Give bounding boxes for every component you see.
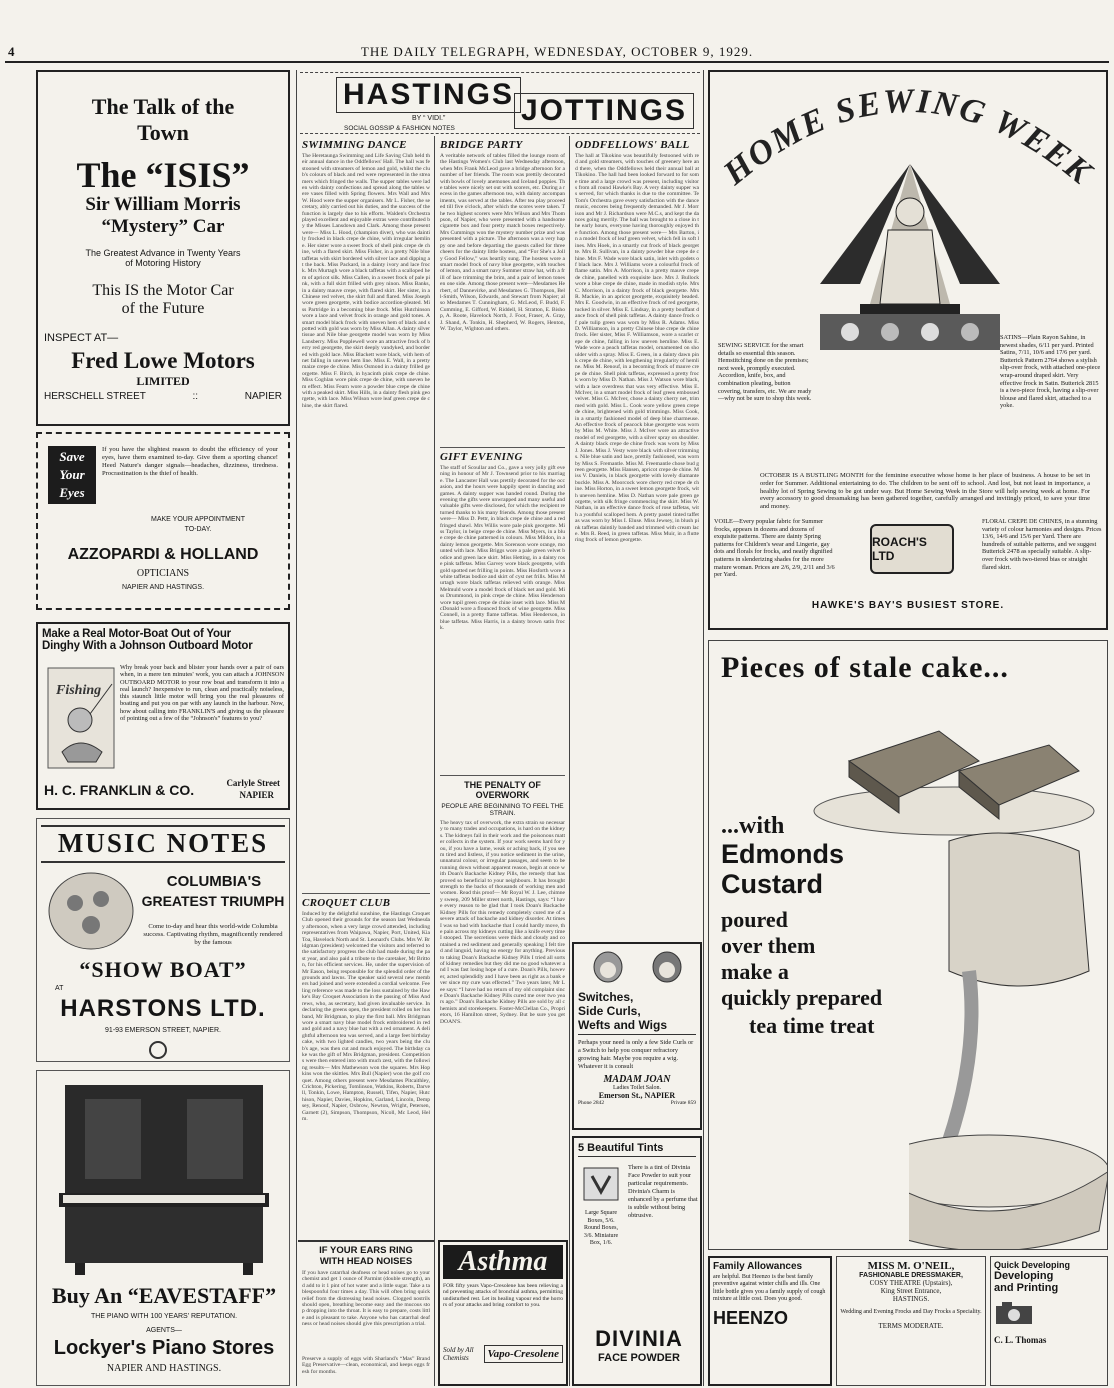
custard-l3: Custard <box>721 869 824 899</box>
oneil-name: MISS M. O'NEIL, <box>867 1260 955 1272</box>
sewing-footer: HAWKE'S BAY'S BUSIEST STORE. <box>811 600 1005 611</box>
isis-ad <box>36 70 290 426</box>
custard-l5: over them <box>721 933 816 958</box>
badge-save: Save <box>59 449 85 464</box>
isis-limited: LIMITED <box>136 374 190 388</box>
masthead-title: THE DAILY TELEGRAPH, WEDNESDAY, OCTOBER 9, 1929. <box>360 44 754 59</box>
rule-2 <box>434 136 435 1386</box>
wigs-ad <box>572 942 702 1130</box>
asthma-title: Asthma <box>443 1245 563 1279</box>
oneil-addr2: King Street Entrance, <box>880 1287 942 1295</box>
piano-agents: AGENTS— <box>146 1327 182 1334</box>
harstons-head1: COLUMBIA'S <box>166 873 262 890</box>
bridge-party-text: A veritable network of tables filled the lounge room of the Hastings Women's Club last Wednesday afternoon, when Mrs Frank McLeod gave a bridge afternoon for a number of her friends. The room was prettily decorated with bowls of lovely anemones and Iceland poppies. The tables were nicely set out with scorers, etc. During a recess in the games afternoon tea, with dainty accompaniments, was served at the tables. After tea play proceeded till five o'clock, after which the scores were taken. The two highest scorers were Mrs Wilson and Mrs Thompson, of Napier, who were presented with a handsome cigarette box and four pretty match boxes respectively. Mrs Cummings won the mystery number prize and was presented with a picture. The afternoon was a very happy one and before departing the guests called for three cheers for the dainty little hostess, and “For She's a Jolly Good Fellow,” was heartily sung. The hostess wore a smart model frock of navy blue georgette, with touches of lemon, and a smart navy Summer straw hat, with a frill of lace trimming the brim, and a pair of lemon tones en one side. Among those present were—Mesdames Herbert, of Dannevirke, and Mesdames G. Thompson, Bell-Smith, Wilson, Edwards, and Stewart from Napier; also Mesdames T. Cunningham, G. McLeod, F. Budd, F. Cumming, E. Gifford, W. Riddell, H. Stratton, E. Bishop, A. Roote, Havelock North, J. Foot, Fraser, A. Gray, J. Shand, A. Tonkin, H. Shepherd, W. Rogers, Henton, W. Taylor, Wighton and others. <box>440 153 565 332</box>
isis-sep: :: <box>192 391 199 402</box>
oneil-line: Wedding and Evening Frocks and Day Frocks a Speciality. <box>840 1309 982 1315</box>
croquet-club-text: Induced by the delightful sunshine, the Hastings Croquet Club opened their grounds for the season last Wednesday afternoon, when a very large crowd attended, including representatives from Waipawa, Napier, Port, United, Kia Toa, Havelock North and St. Leonard's Clubs. Mrs W. Bridgman (president) welcomed the visitors and referred to the satisfactory progress the club had made during the past year, and also paid a tribute to the caretaker, Mr Britton, for his efficient services. He, under the supervision of Mr Eason, being responsible for the splendid order of the grounds and lawns. The speaker said several new members had joined and were extended a cordial welcome. Feeling reference was made to the loss sustained by the Hawke's Bay Croquet Association in the passing of Miss Andrews, who, as secretary, had given invaluable service. In declaring the greens open, the president rolled on her husband, Mr Bridgman, to play the first ball. Mrs Bridgman wore a smart navy blue model frock embroidered in red and gold and a navy blue hat with a red ornament. A delightful afternoon tea was served, and a large feet birthday cake, with two lighted candles, two years being the club's age, was then cut and much enjoyed. The birthday cake was the gift of Mrs Bridgman, president. Competitions were then entered into with much zest, with the following results— Mrs Mathewson won the squares. Mrs Hopkins won the skittles. Mrs Bull (Napier) won the golf croquet. Among others present were Mesdames Pitcaithley, Crichton, Pickering, Tomlinson, Watkins, Roberts, Darvell, Tonkin, Lowe, Hampton, Russell, Tifen, Napier, Hutchison, Napier, Davies, Hopkins, Garland, Lincoln, Dempsey, Renouf, Napier, Oxbrow, Newton, Wright, Petersen, Garnett (2), Simpson, Thompson, Nicoll, Mc Leod, Helm. <box>302 911 430 1122</box>
hastings-header <box>300 72 700 134</box>
custard-l8: tea time treat <box>749 1013 875 1038</box>
badge-eyes: Eyes <box>59 485 85 500</box>
music-notes-banner: MUSIC NOTES <box>41 825 285 863</box>
gift-evening-text: The staff of Scoullar and Co., gave a very jolly gift evening in honour of Mr J. Townsend prior to his marriage. The Lancaster Hall was prettily decorated for the occasion, and the hours were happily spent in dancing and games. A dainty supper was handed round. During the evening the gifts were unwrapped and many useful and valuable gifts were disclosed, for which the recipient returned thanks to his many friends. Among those present were— Miss D. Pettr, in black crepe de chine and a red fringed shawl. Mrs Willis wore pale pink georgette. Miss Taylor, in beige crepe de chine. Miss Myers, in a blue crepe de chine patterned in colours. Miss Mildon, in a dainty lemon georgette. Mrs Sorenson wore orange, mounted with lace. Miss Briggs wore a pale green velvet bodice and green lace skirt. Miss Hetting, in a dainty rose pink taffetas. Miss Garvey wore black georgette, with gold spotted net frilling in points. Miss Hosforth wore a white taffetas bodice and skirt of cyst net frills. Miss Murtagh wore black taffetas relieved with orange. Miss Melmuld wore a model frock of black net and gold. Miss Drummond, in pink crepe de chine. Miss Henderson wore tupil green crepe de chine inset with lace. Miss McDonald wore a flounced frock of wine georgette. Miss Connell, in a pretty flame taffetas. Miss Henderson, in blue taffetas. Miss Harris, in a dainty brown satin frock. <box>440 465 565 632</box>
isis-claim1: This IS the Motor Car <box>92 282 234 299</box>
harstons-firm: HARSTONS LTD. <box>60 995 266 1022</box>
oddfellows-ball-heading: ODDFELLOWS' BALL <box>575 139 690 151</box>
franklin-firm: H. C. FRANKLIN & CO. <box>44 782 195 798</box>
heenzo-body: are helpful. But Heenzo is the best family preventive against winter chills and ills. One little bottle gives you a family supply of cough mixture at little cost. Does you good. <box>713 1274 826 1303</box>
franklin-street: Carlyle Street <box>226 778 280 788</box>
asthma-brand: Vapo-Cresolene <box>484 1345 564 1363</box>
tints-title: 5 Beautiful Tints <box>578 1142 696 1157</box>
rule-3 <box>569 136 570 1386</box>
isis-sub1: Sir William Morris <box>85 194 241 215</box>
isis-line1: The Talk of the <box>91 94 235 119</box>
tints-brand: DIVINIA <box>595 1326 683 1351</box>
opticians-appt2: TO-DAY. <box>184 526 212 533</box>
custard-l6: make a <box>721 959 789 984</box>
badge-your: Your <box>59 467 85 482</box>
isis-town: NAPIER <box>244 391 282 402</box>
opticians-firm: AZZOPARDI & HOLLAND <box>67 546 259 563</box>
roachs-store-badge <box>870 524 954 574</box>
overwork-heading: THE PENALTY OF OVERWORK <box>440 775 565 800</box>
opticians-kind: OPTICIANS <box>136 568 190 579</box>
asthma-sold: Sold by All Chemists <box>443 1346 474 1362</box>
isis-tag1: The Greatest Advance in Twenty Years <box>85 248 241 258</box>
harstons-head2: GREATEST TRIUMPH <box>141 893 285 909</box>
masthead <box>0 0 1114 66</box>
oddfellows-ball-text: The hall at Tikokino was beautifully festooned with red and gold streamers, with touches of greenery here and there, when the Oddfellows held their annual ball at Tikokino. The hall had been looked forward to for some time and a large crowd was present, including visitors from all round Hawke's Bay. A very dainty supper was served, for which thanks is due to the committee. Te Tom's Orchestra gave every satisfaction with the dance music, encores being frequently demanded. Mr J. Morrison and Mr J. Richardson were M.C.s, and kept the dances going merrily. The ball was brought to a close in the early hours, everyone having thoroughly enjoyed the function. Among those present were— Mrs Barton, in a model frock of leaf green velvet, which fell in soft lines. Mrs Hoek, in a smartly cut frock of black georgette. Mrs B. Sullivan, in a dainty powder blue crepe de chine. Mrs F. Wade wore black satin, inlet with godets of black lace. Mrs J. Williams wore a colourful frock of flame satin. Mrs A. Morrison, in a pretty mauve crepe de chine, panelled with exquisite lace. Mrs J. Bullock wore a blue crepe de chine, made in modish style. Mrs C. Morrison, in a dainty frock of black georgette. Mrs R. Mackie, in an apricot georgette, exquisitely beaded. Mrs E. Goodwin, in an effective frock of red georgette, tucked in silver. Miss E. Lindsay, in a pretty bouffant dance frock of shell pink taffetas. A dainty dance frock of pale tulip green was worn by Miss R. Adams. Miss D. Williamson, in a pretty Chinese blue crepe de chine frock. Her sister, Miss F. Williamson, wore a scarlet crepe de chine, falling in low uneven hemline. Miss E. Wade wore a peach taffetas model, ornamented on shoulder with a spray. Miss E. Green, in a dainty dawn pink crepe de chine, with lengthening irregularity of hemline. Miss M. Renouf, in a becoming frock of mauve crepe de chine. Shell pink taffetas, expressed a pretty frock worn by Miss D. Nathan. Miss J. Watson wore black, with a lace overdress that was very effective. Miss E. McIver, in a smart model frock of leaf green embossed velvet. Miss G. McIver, chose a dainty cherry net, trimmed with gold. Miss L. Cook wore yellow green crepe de chine, brightened with gold trimmings. Miss Cook, in a smartly fashioned model of deep blue charmeuse. An effective frock of peacock blue georgette was worn by Miss M. White. Miss J. McIver wore an attractive model of red georgette, with a silver spray on shoulder. A dainty black crepe de chine frock was worn by Miss J. Jones. Miss J. Vesty wore black with silver trimmings. Nile blue satin and lace, prettily fashioned, was worn by Miss S. Fremantle. Miss M. Freemantle chose bud green georgette. Miss Hansen, apricot crepe de chine. Miss V. Daniels, in black georgette with lovely diamante buckle. Miss A. Moorcock wore cherry red crepe de chine. Miss Horton, in a sweet lemon georgette frock, with uneven hemline. Miss D. Nathan wore pale green georgette, with silk fringe commencing the skirt. Miss W. Nathan, in an effective dance frock of rose taffetas, with a youthful scalloped hem. A pretty pastel tinted taffetas was worn by Miss I. Eluse. Miss Jewsey, in blush pink taffetas daintily banded and trimmed with cream lace. Mrs R. Reed, in green taffetas. Miss Muir, in a fluttering frock of lemon georgette. <box>575 153 699 544</box>
harstons-addr: 91-93 EMERSON STREET, NAPIER. <box>105 1027 221 1034</box>
hastings-by: BY “ VIDI.” <box>412 115 446 122</box>
save-your-eyes-badge <box>48 446 96 504</box>
franklin-town: NAPIER <box>239 790 274 800</box>
thomas-l3: and Printing <box>994 1282 1059 1294</box>
tints-sizes: Large Square Boxes, 5/6. Round Boxes, 3/6. Miniature Box, 1/6. <box>583 1210 619 1246</box>
sewing-left-text: SEWING SERVICE for the smart details so essential this season. Hemstitching done on the premises; next week, promptly executed. Accordion, knife, box, and combination pleating, button covering, transfers, etc. We are ready—why not be sure to shop this week. <box>718 342 812 403</box>
masthead-rule <box>5 61 1109 63</box>
harstons-body: Come to-day and hear this world-wide Columbia success. Captivating rhythm, magnificently rendered by the famous <box>143 923 283 946</box>
wigs-h2: Side Curls, <box>578 1004 641 1018</box>
tints-body: There is a tint of Divinia Face Powder to suit your particular requirements. Divinia's Charm is enhanced by a perfume that is subtle without being obtrusive. <box>628 1164 698 1219</box>
sewing-voile-text: VOILE—Every popular fabric for Summer frocks, appears in dozens and dozens of exquisite patterns. There are dainty Spring patterns for Children's wear and Lingerie, gay dots and florals for frocks, and neatly dignified patterns in slenderizing shades for the more mature woman. Prices are 2/6, 2/9, 2/11 and 3/6 per Yard. <box>714 518 835 579</box>
custard-l1: ...with <box>721 813 785 839</box>
wigs-salon: Ladies Toilet Salon. <box>613 1085 661 1091</box>
piano-towns: NAPIER AND HASTINGS. <box>106 1363 222 1374</box>
asthma-body: FOR fifty years Vapo-Cresolene has been relieving and preventing attacks of bronchial asthma, permitting undisturbed rest. Let its healing vapour end the horrors of your attacks and bring comfort to you. <box>443 1283 563 1309</box>
opticians-appt1: MAKE YOUR APPOINTMENT <box>151 516 245 523</box>
heenzo-brand: HEENZO <box>713 1307 789 1328</box>
sewing-mid-text: OCTOBER IS A BUSTLING MONTH for the feminine executive whose home is her place of business. A house to be set in order for Summer. Additional entertaining to do. The children to be sent off to school. And lost, but not least in importance, a healthy lot of Spring Sewing to be got under way. But Home Sewing Week in the Store will help sewing week at home. For every accessory to good dressmaking has been gathered together, carefully arranged and invitingly priced, to save your time and money. <box>760 472 1090 511</box>
oneil-addr1: COSY THEATRE (Upstairs), <box>869 1279 953 1287</box>
harstons-ad <box>36 818 290 1062</box>
column-3 <box>571 136 703 936</box>
ears-body: If you have catarrhal deafness or head noises go to your chemist and get 1 ounce of Parmint (double strength), and add to it 1 pint of hot water and a little sugar. Take a tablespoonful four times a day. This will often bring quick relief from the distressing head noises. Clogged nostrils should open, breathing become easy and the mucous stop dropping into the throat. It is easy to prepare, costs little and is pleasant to take. Anyone who has catarrhal deafness or head noises should give this prescription a trial. <box>302 1270 430 1328</box>
sewing-illustration <box>800 164 1020 354</box>
piano-headline: Buy An “EAVESTAFF” <box>51 1283 277 1308</box>
piano-ad <box>36 1070 290 1386</box>
custard-l2: Edmonds <box>721 839 845 869</box>
ears-ad <box>298 1240 434 1386</box>
custard-jug-illustration <box>909 811 1108 1250</box>
page-number: 4 <box>8 44 15 59</box>
wigs-street: Emerson St., NAPIER <box>598 1091 676 1100</box>
piano-store: Lockyer's Piano Stores <box>53 1337 275 1359</box>
sewing-ad <box>708 70 1108 630</box>
sewing-floral-text: FLORAL CREPE DE CHINES, in a stunning variety of colour harmonies and designs. Prices 13/6, 14/6 and 15/6 per Yard. There are hundreds of suitable patterns, and we suggest Butterick 2478 as specially suitable. A slip-over frock with two-tiered bias or straight flared skirt. <box>982 518 1102 571</box>
wigs-body: Perhaps your need is only a few Side Curls or a Switch to help you conquer refractory growing hair. Maybe you require a wig. Whatever it is consult <box>578 1039 694 1070</box>
svg-text:Fishing: Fishing <box>56 683 102 698</box>
isis-sub2: “Mystery” Car <box>101 216 225 237</box>
column-2 <box>436 136 569 1116</box>
hastings-title: HASTINGS <box>336 77 521 113</box>
custard-l4: poured <box>721 907 788 932</box>
powder-box-illustration <box>580 1164 624 1204</box>
column-1 <box>298 136 434 1386</box>
harstons-show: “SHOW BOAT” <box>79 957 247 982</box>
rule-4 <box>703 70 704 1386</box>
hastings-sub: SOCIAL GOSSIP & FASHION NOTES <box>344 125 455 132</box>
isis-inspect: INSPECT AT— <box>44 332 119 344</box>
isis-street: HERSCHELL STREET <box>44 391 146 402</box>
opticians-ad <box>36 432 290 610</box>
oneil-town: HASTINGS. <box>892 1295 930 1303</box>
swimming-dance-text: The Heretaunga Swimming and Life Saving Club held their annual dance in the Oddfellows' Hall. The hall was festooned with streamers of lemon and gold, whilst the club's colours of black and red were represented in the streamers which fringed the walls. The supper tables were laden with dainty confections and spread along the tables were vases filled with Spring flowers. Mrs Wall and Mrs W. Hood were the supper organisers. Mr L. Fisher, the secretary, ably carried out his duties, and the success of the function is largely due to his efforts. Walden's Orchestra played excellent and enjoyable extras were contributed by the Misses Lansdown and Clark. Among those present were— Miss L. Hood, (champion diver), who was daintily frocked in black crepe de chine, with irregular hemline. Her sister wore a sweet frock of shell pink crepe de chine, with a flared skirt. Miss Fisher, in a pretty Nile blue taffetas with skirt bordered with silver lace and dipping at the back. Miss Packard, in a dainty ivory and lace frock. Mrs Murtagh wore a black taffetas with a scalloped hem of apricot silk. Miss Callen, in a sweet frock of pale pink, with a full skirt frilled with grey ninon. Miss Banks, in a dainty mauve crepe, with flared skirt. Her sister, in a Chinese red velvet, the skirt full and flared. Miss Joseph wore green georgette, with bodice accordion-pleated. Miss Partridge in a becoming blue frock. Miss Hutchinson wore a lace and velvet frock in orange and gold tones. A smart model black frock with uneven hem of black and spotted with gold was worn by Miss Allan. A dainty silver tissue and Nile blue georgette model was worn by Miss Lansberry. Miss Popplewell wore an attractive frock of berry red georgette, the skirt deeply vandyked, and bordered with gold lace. Miss Blackett wore black, with hem of net falling in uneven hem line. Miss E. Wall, in a pretty maize crepe de chine. Miss Osmond in a dainty frilled georgette. Miss F. Birch, in hyacinth pink crepe de chine. Miss Coghlan wore pink crepe de chine, with uneven hem effect. Miss Fearn wore a powder blue crepe de chine with a peaked skirt. Miss Hills, in a dainty flesh pink georgette, with lace. Miss Wilson wore leaf green crepe de chine, the skirt flared. <box>302 153 430 409</box>
custard-ad <box>708 640 1108 1250</box>
harstons-emblem <box>149 1041 167 1059</box>
oneil-trade: FASHIONABLE DRESSMAKER, <box>859 1272 963 1279</box>
isis-name: The “ISIS” <box>76 155 250 195</box>
bridge-party-heading: BRIDGE PARTY <box>440 139 523 151</box>
franklin-body: Why break your back and blister your hands over a pair of oars when, in a mere ten minutes' work, you can attach a JOHNSON OUTBOARD MOTOR to your row boat and transform it into a real launch? Inexpensive to run, clean and practically noiseless, this staunch little motor will bring you the real pleasures of boating and put you on par with any launch in the harbour. Now, how about calling into FRANKLIN'S and giving us the pleasure of pointing out a few of the “Johnson's” features to you? <box>120 664 284 723</box>
wigs-h3: Wefts and Wigs <box>578 1018 696 1035</box>
ears-head1: IF YOUR EARS RING <box>319 1245 413 1256</box>
oneil-ad <box>836 1256 986 1386</box>
custard-headline: Pieces of stale cake... <box>721 651 1009 684</box>
piano-tagline: THE PIANO WITH 100 YEARS' REPUTATION. <box>90 1313 238 1320</box>
thomas-l1: Quick Developing <box>994 1260 1071 1270</box>
swimming-dance-heading: SWIMMING DANCE <box>302 139 407 151</box>
rule-1 <box>296 70 297 1386</box>
sewing-title: HOME SEWING WEEK <box>716 82 1100 192</box>
eggs-body: Preserve a supply of eggs with Sharland's “Mas” Brand Egg Preservative—clean, economical, and keeps eggs fresh for months. <box>302 1356 430 1375</box>
heenzo-ad <box>708 1256 832 1386</box>
tints-ad <box>572 1136 702 1386</box>
heenzo-title: Family Allowances <box>713 1261 803 1272</box>
isis-dealer: Fred Lowe Motors <box>71 348 255 373</box>
oneil-terms: TERMS MODERATE. <box>878 1322 944 1330</box>
franklin-head1: Make a Real Motor-Boat Out of Your <box>42 628 231 640</box>
thomas-l2: Developing <box>994 1270 1054 1282</box>
camera-icon <box>994 1300 1104 1331</box>
ears-head2: WITH HEAD NOISES <box>319 1256 413 1267</box>
piano-illustration <box>45 1077 283 1277</box>
wigs-phone: Phone 2842 <box>578 1100 605 1106</box>
croquet-club-heading: CROQUET CLUB <box>302 893 430 909</box>
opticians-towns: NAPIER AND HASTINGS. <box>121 584 205 591</box>
jottings-title: JOTTINGS <box>514 93 694 129</box>
tints-product: FACE POWDER <box>598 1352 680 1364</box>
opticians-body: If you have the slightest reason to doubt the efficiency of your eyes, have them examined to-day. Give them a sporting chance! Heed Nature's danger signals—headaches, dizziness, tiredness. Procrastination is the thief of health. <box>102 446 278 477</box>
roachs-store-name: ROACH'S LTD <box>872 535 927 563</box>
harstons-at: AT <box>55 985 64 992</box>
isis-tag2: of Motoring History <box>125 258 201 268</box>
overwork-text: The heavy tax of overwork, the extra strain so necessary to many trades and occupations, is hard on the kidneys. The kidneys fail in their work and the poisonous matter collects in the system. If your work seems hard for you, if you have a lame, weak or aching back, if you seem tired and listless, if you notice sediment in the urine, unnatural colour, or irregular passages, and seem to be running down without apparent reason, begin at once with Doan's Backache Kidney Pills, the remedy that has proved so beneficial to your neighbours. It has brought strength to the backs of thousands of working men and women. Read this proof— Mr Royal W. J. Lee, chimney sweep, 209 Miller street north, Hastings, says: “I have every reason to be glad that I took Doan's Backache Kidney Pills for this remedy completely cured me of a severe attack of backache and kidney disorder. At times I was so bad with backache that I could hardly move, the pain across my kidneys cutting like a knife every time I stooped. The secretions were thick and cloudy and contained a red sediment and generally speaking I felt tired and languid, having no energy for anything. Previous to taking Doan's Backache Kidney Pills I tried all sorts of kidney remedies but they did me no good whatever and I was fast losing hope of a cure. Doan's Pills, however, acted splendidly and I have been as right as a bank ever since my cure was effected.” Two years later, Mr Lee says: “I have had no return of my old complaint since Doan's Backache Kidney Pills cured me over two years ago.” Doan's Backache Kidney Pills are sold by all chemists and storekeepers. Foster-McClellan Co., Proprietors, 16 Hamilton street, Sydney. But be sure you get DOAN'S. <box>440 820 565 1025</box>
wigs-private: Private 859 <box>670 1100 696 1106</box>
overwork-subheading: PEOPLE ARE BEGINNING TO FEEL THE STRAIN. <box>441 803 564 817</box>
gramophone-illustration <box>45 869 137 953</box>
wigs-illustration <box>578 948 696 986</box>
isis-line2: Town <box>137 120 189 145</box>
franklin-ad <box>36 622 290 810</box>
wigs-name: MADAM JOAN <box>603 1074 671 1085</box>
wigs-h1: Switches, <box>578 990 634 1004</box>
asthma-ad <box>438 1240 568 1386</box>
custard-l7: quickly prepared <box>721 985 883 1010</box>
fishing-illustration <box>46 664 116 772</box>
thomas-name: C. L. Thomas <box>994 1335 1047 1345</box>
gift-evening-heading: GIFT EVENING <box>440 447 565 463</box>
thomas-ad <box>990 1256 1108 1386</box>
franklin-head2: Dinghy With a Johnson Outboard Motor <box>42 640 253 652</box>
isis-claim2: of the Future <box>121 300 205 317</box>
sewing-right-text: SATINS—Plain Rayon Sahine, in newest shades, 6/11 per yard. Printed Satins, 7/11, 10/6 and 17/6 per yard. Butterick Pattern 2764 shows a stylish slip-over frock, with attached one-piece wrap-around draped skirt. Very effective frock in Satin. Butterick 2815 is a two-piece frock, having a slip-over blouse and flared skirt, attached to a yoke. <box>1000 334 1101 410</box>
